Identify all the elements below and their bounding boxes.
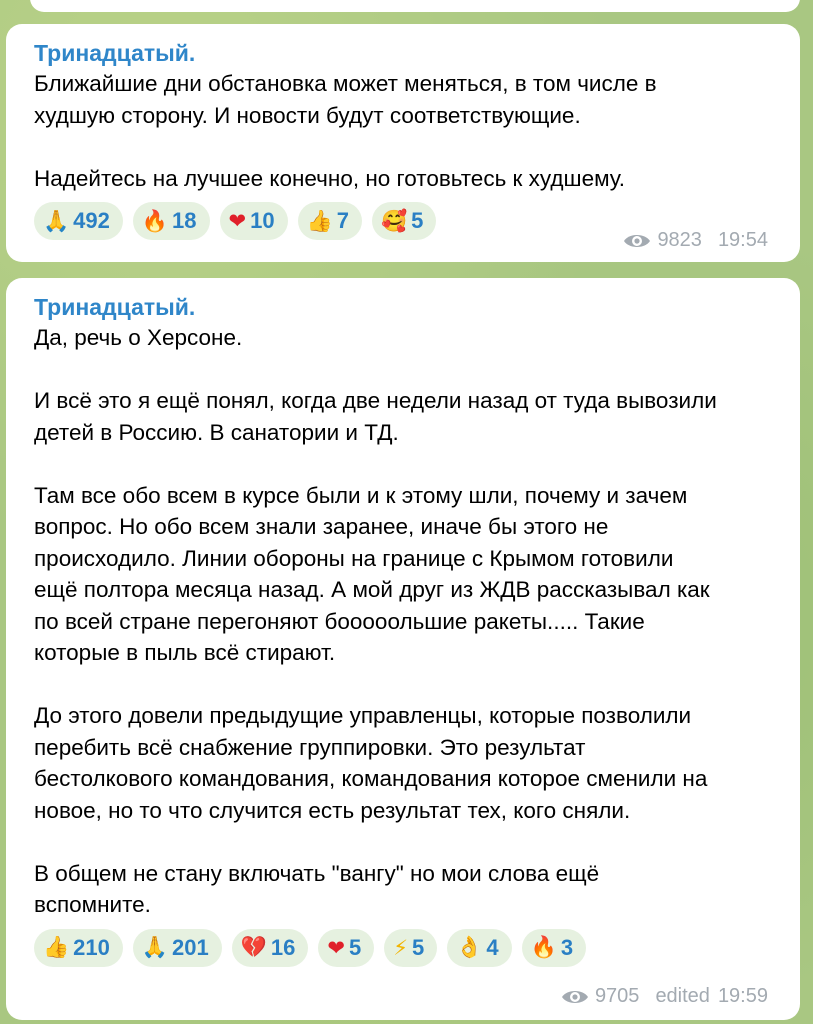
reaction-thumbs-up[interactable] [298, 202, 362, 240]
message-time: 19:59 [717, 985, 768, 1007]
message-text [34, 68, 774, 194]
smiling-face-hearts-icon: 🥰 [381, 208, 408, 233]
reaction-count: 201 [172, 934, 209, 960]
reaction-count: 18 [172, 208, 197, 233]
reaction-count: 7 [336, 208, 350, 233]
message-line: Ближайшие дни обстановка может меняться, в том числе в [34, 71, 657, 96]
reaction-smiling-hearts[interactable] [372, 202, 436, 240]
reactions-bar [34, 929, 774, 967]
reaction-count: 5 [349, 934, 362, 960]
fire-icon: 🔥 [141, 208, 169, 233]
ok-hand-icon: 👌 [456, 935, 483, 959]
message-line: До этого довели предыдущие управленцы, которые позволили [34, 703, 692, 728]
message-author[interactable]: Тринадцатый. [34, 40, 196, 66]
message-line [34, 448, 774, 480]
message-line: вопрос. Но обо всем знали заранее, иначе бы этого не [34, 514, 609, 539]
reaction-thumbs-up[interactable] [34, 929, 123, 967]
edited-label: edited [655, 985, 710, 1007]
reaction-count: 210 [73, 934, 110, 960]
heart-icon: ❤ [327, 935, 345, 960]
message-line: Надейтесь на лучшее конечно, но готовьтесь к худшему. [34, 165, 626, 191]
reaction-heart[interactable] [220, 202, 288, 240]
reaction-count: 5 [412, 934, 425, 960]
lightning-icon: ⚡ [393, 935, 408, 960]
eye-icon [561, 988, 589, 1006]
message-line [34, 131, 774, 163]
message-line: которые в пыль всё стирают. [34, 640, 336, 665]
message-line: бестолкового командования, командования которое сменили на [34, 766, 708, 791]
message-time: 19:54 [717, 229, 768, 251]
reaction-count: 16 [270, 934, 296, 960]
reaction-pray[interactable] [133, 929, 222, 967]
broken-heart-icon: 💔 [240, 935, 267, 959]
message-line [34, 826, 774, 858]
message-line: Там все обо всем в курсе были и к этому шли, почему и зачем [34, 482, 688, 508]
reaction-count: 5 [411, 208, 424, 233]
message-line: Да, речь о Херсоне. [34, 325, 243, 350]
fire-icon: 🔥 [530, 935, 557, 959]
message-text [34, 322, 774, 921]
reaction-ok-hand[interactable] [447, 929, 511, 967]
message-meta [561, 985, 768, 1008]
view-count: 9823 [657, 229, 702, 251]
message-line: по всей стране перегоняют бооооольшие ракеты..... Такие [34, 608, 645, 634]
thumbs-up-icon: 👍 [306, 208, 333, 233]
message-line: новое, но то что случится есть результат тех, кого сняли. [34, 797, 631, 823]
message-bubble [6, 24, 800, 262]
reaction-count: 3 [560, 934, 574, 960]
reaction-count: 10 [250, 208, 275, 233]
reaction-heart[interactable] [318, 929, 374, 967]
message-line: вспомните. [34, 892, 151, 917]
message-line: худшую сторону. И новости будут соответствующие. [34, 102, 581, 128]
previous-message-bubble [30, 0, 800, 12]
reaction-lightning[interactable] [384, 929, 437, 967]
message-line [34, 354, 774, 386]
message-line: В общем не стану включать "вангу" но мои слова ещё [34, 860, 600, 886]
view-count: 9705 [594, 985, 640, 1007]
message-meta [623, 229, 768, 252]
message-line: ещё полтора месяца назад. А мой друг из ЖДВ рассказывал как [34, 577, 710, 602]
message-line [34, 669, 774, 701]
message-bubble [6, 278, 800, 1020]
message-line: перебить всё снабжение группировки. Это результат [34, 734, 586, 760]
reaction-pray[interactable] [34, 202, 123, 240]
reaction-count: 492 [73, 208, 110, 233]
pray-icon: 🙏 [43, 208, 70, 233]
reaction-fire[interactable] [522, 929, 586, 967]
thumbs-up-icon: 👍 [43, 935, 70, 959]
message-line: И всё это я ещё понял, когда две недели назад от туда вывозили [34, 388, 717, 413]
reaction-fire[interactable] [133, 202, 210, 240]
heart-icon: ❤ [228, 209, 247, 233]
reaction-broken-heart[interactable] [232, 929, 309, 967]
message-line: детей в Россию. В санатории и ТД. [34, 419, 399, 445]
pray-icon: 🙏 [141, 935, 169, 959]
reaction-count: 4 [486, 934, 499, 960]
message-line: происходило. Линии обороны на границе с Крымом готовили [34, 545, 674, 571]
message-author[interactable]: Тринадцатый. [34, 294, 196, 320]
eye-icon [623, 232, 651, 250]
